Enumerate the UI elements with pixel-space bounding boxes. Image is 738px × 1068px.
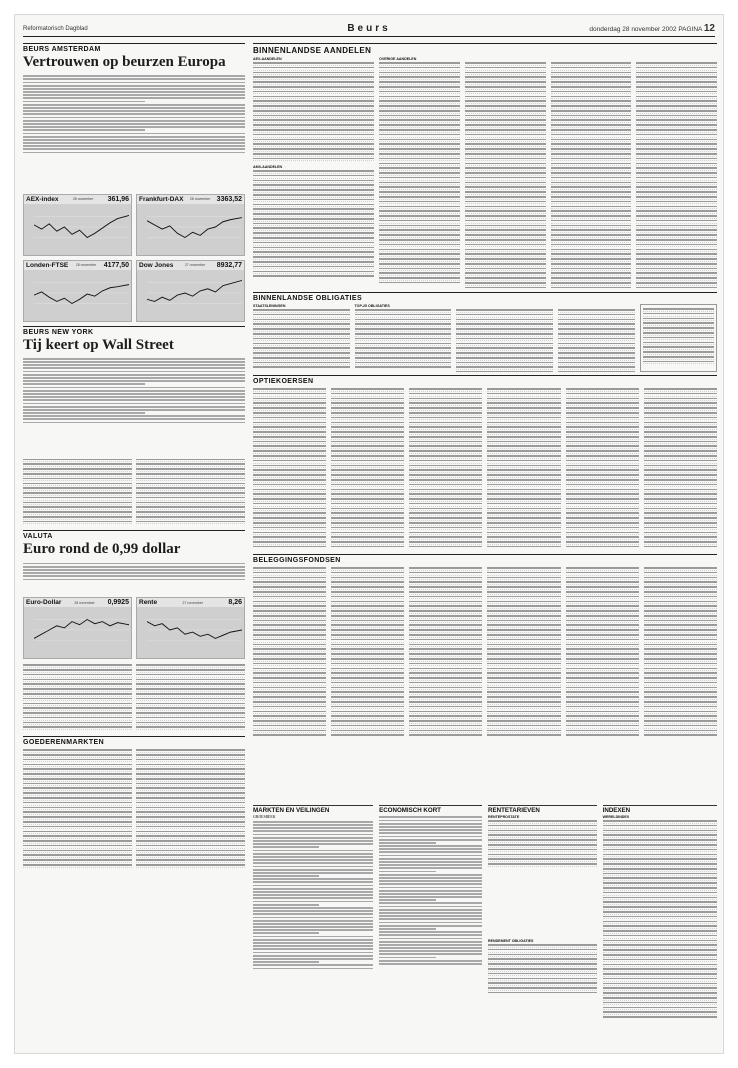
chart-value: 3363,52 [216, 195, 242, 203]
subtable-amx: AMX-AANDELEN [253, 165, 283, 169]
subtable-overig: OVERIGE AANDELEN [379, 57, 417, 61]
index-charts-top [23, 194, 245, 322]
table-row [488, 862, 597, 867]
table-row [643, 364, 714, 365]
headline-valuta: Euro rond de 0,99 dollar [23, 541, 181, 558]
table-row [603, 1015, 717, 1019]
table-row [456, 370, 553, 372]
chart-value: 8,26 [228, 599, 242, 607]
table-row [566, 733, 639, 736]
subtitle-renteprostate: RENTEPROSTATE [488, 815, 520, 819]
right-column [253, 43, 717, 738]
left-column [23, 43, 245, 868]
table-row [253, 157, 374, 161]
section-label-newyork: BEURS NEW YORK [23, 326, 245, 336]
subtitle-wereldindex: WERELDINDEX [602, 815, 630, 819]
chart-title: Rente [139, 599, 158, 607]
table-row [644, 545, 717, 547]
currency-charts [23, 597, 245, 659]
indexes-column [603, 803, 717, 1051]
chart-value: 8932,77 [216, 261, 242, 269]
table-row [253, 545, 326, 547]
chart-value: 4177,50 [103, 261, 129, 269]
table-row [23, 725, 132, 730]
chart-title: Euro-Dollar [26, 599, 62, 607]
title-indexen: INDEXEN [603, 805, 717, 814]
markets-text [253, 815, 373, 1035]
chart-value: 0,9925 [107, 599, 129, 607]
chart-date: 28 november [75, 263, 97, 268]
table-row [487, 545, 560, 547]
page-label: PAGINA [678, 26, 703, 33]
table-row [551, 286, 632, 289]
aandelen-tables [253, 57, 717, 289]
chart-title: AEX-index [26, 195, 59, 203]
chart-title: Frankfurt-DAX [139, 195, 184, 203]
issue-date: donderdag 28 november 2002 [589, 26, 677, 33]
chart-title: Dow Jones [139, 261, 174, 269]
table-row [636, 286, 717, 289]
subtable-top25: TOP-25 OBLIGATIES [354, 304, 390, 308]
article-body-amsterdam [23, 74, 245, 190]
title-markten: MARKTEN EN VEILINGEN [253, 805, 373, 814]
chart-rente [136, 597, 245, 659]
obligaties-tables [253, 304, 717, 372]
chart-date: 28 november [189, 197, 211, 202]
table-row [487, 733, 560, 736]
section-label-valuta: VALUTA [23, 530, 245, 540]
table-row [465, 286, 546, 289]
table-row [253, 274, 374, 277]
table-title-aandelen: BINNENLANDSE AANDELEN [253, 43, 717, 55]
chart-line-eurodollar [34, 609, 129, 651]
chart-date: 28 november [72, 197, 94, 202]
chart-ftse [23, 260, 132, 322]
table-row [331, 545, 404, 547]
subtable-staat: STAATSLENINGEN [253, 304, 286, 308]
page-info [515, 23, 715, 34]
article-body-newyork [23, 357, 245, 455]
chart-date: 27 november [184, 263, 206, 268]
chart-value: 361,96 [107, 195, 129, 203]
chart-line-aex [34, 206, 129, 248]
chart-title: Londen-FTSE [26, 261, 69, 269]
paper-name: Reformatorisch Dagblad [23, 25, 88, 32]
valuta-table [23, 663, 245, 730]
chart-aex [23, 194, 132, 256]
section-label-goederen: GOEDERENMARKTEN [23, 736, 245, 746]
table-row [558, 370, 635, 372]
us-stocks-table [23, 458, 245, 525]
bottom-section [253, 803, 717, 1051]
chart-dow [136, 260, 245, 322]
headline-newyork: Tij keert op Wall Street [23, 336, 174, 353]
table-title-opties: OPTIEKOERSEN [253, 375, 717, 385]
table-title-obligaties: BINNENLANDSE OBLIGATIES [253, 292, 717, 302]
chart-line-ftse [34, 272, 129, 314]
goods-table [23, 748, 245, 868]
chart-date: 27 november [182, 600, 203, 605]
section-name: Beurs [347, 23, 391, 34]
table-row [253, 733, 326, 736]
chart-line-dow [147, 272, 242, 314]
table-row [379, 281, 460, 283]
fondsen-table [253, 566, 717, 738]
title-rente: RENTETARIEVEN [488, 805, 597, 814]
chart-dax [136, 194, 245, 256]
table-title-fondsen: BELEGGINGSFONDSEN [253, 554, 717, 564]
chart-line-rente [147, 609, 242, 651]
masthead [23, 21, 715, 37]
markets-lead: GROESBEEK [253, 815, 276, 819]
newspaper-page [14, 14, 724, 1054]
markets-column [253, 803, 373, 1051]
table-row [409, 733, 482, 736]
headline-amsterdam: Vertrouwen op beurzen Europa [23, 54, 226, 70]
subtable-aex: AEX-AANDELEN [253, 57, 282, 61]
table-row [644, 733, 717, 736]
economy-column [379, 803, 482, 1051]
chart-line-dax [147, 206, 242, 248]
chart-eurodollar [23, 597, 132, 659]
table-row [23, 520, 132, 525]
table-row [409, 545, 482, 547]
table-row [331, 733, 404, 736]
table-row [488, 991, 597, 993]
section-label-amsterdam: BEURS AMSTERDAM [23, 43, 245, 53]
title-economisch: ECONOMISCH KORT [379, 805, 482, 814]
table-row [566, 545, 639, 547]
economy-text [379, 815, 482, 1035]
table-row [355, 365, 452, 368]
info-box [640, 304, 717, 372]
page-number: 12 [703, 23, 715, 34]
table-row [136, 725, 245, 730]
subtitle-rendement: RENDEMENT OBLIGATIES [488, 939, 534, 943]
rates-column [488, 803, 597, 1051]
article-body-valuta [23, 561, 245, 593]
table-row [253, 365, 350, 368]
chart-date: 28 november [74, 600, 95, 605]
opties-table [253, 387, 717, 551]
table-row [136, 520, 245, 525]
